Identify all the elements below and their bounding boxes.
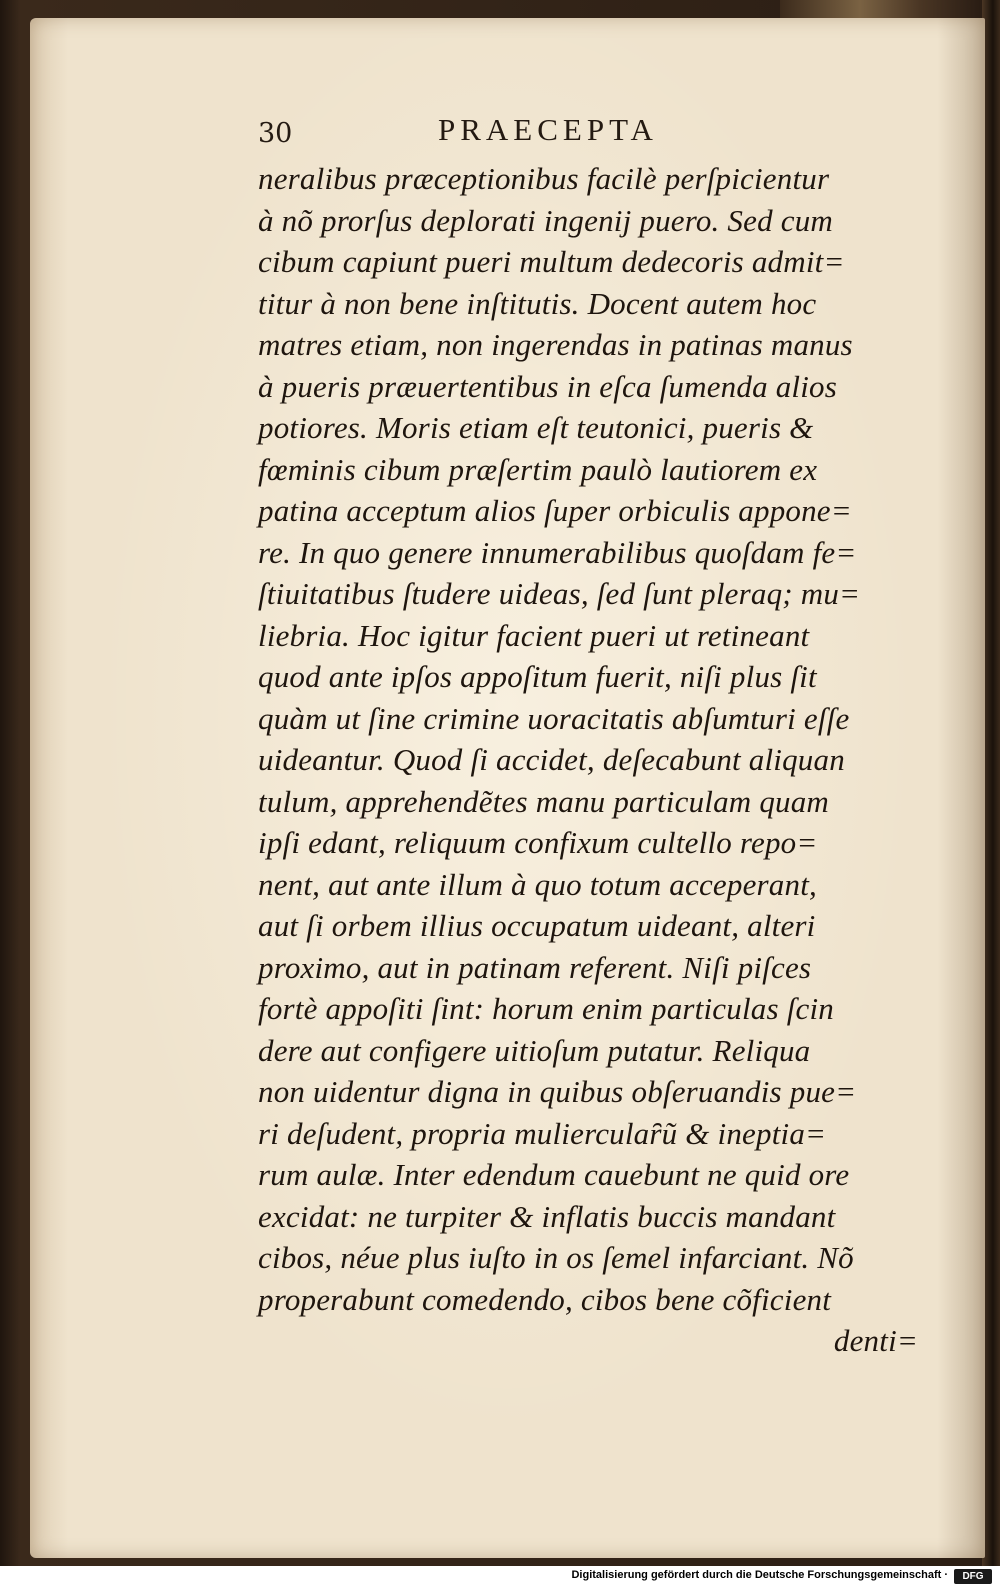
text-line: rum aulæ. Inter edendum cauebunt ne quid ore	[258, 1157, 850, 1192]
footer-bar	[0, 1566, 1000, 1588]
running-head: PRAECEPTA	[438, 112, 658, 147]
text-line: quàm ut ſine crimine uoracitatis abſumturi eſſe	[258, 700, 850, 736]
text-line: aut ſi orbem illius occupatum uideant, alteri	[258, 908, 816, 943]
text-line: uideantur. Quod ſi accidet, deſecabunt aliquan	[258, 742, 845, 777]
text-line: properabunt comedendo, cibos bene cõficient	[258, 1281, 832, 1317]
text-line: non uidentur digna in quibus obſeruandis pue=	[258, 1074, 857, 1109]
text-line: matres etiam, non ingerendas in patinas manus	[258, 327, 853, 362]
text-line: neralibus præceptionibus facilè perſpicientur	[258, 161, 830, 196]
text-line: quod ante ipſos appoſitum fuerit, niſi plus ſit	[258, 659, 817, 694]
text-line: titur à non bene inſtitutis. Docent autem hoc	[258, 285, 817, 321]
page-number: 30	[258, 118, 293, 149]
text-line: re. In quo genere innumerabilibus quoſdam fe=	[258, 534, 857, 570]
text-line: liebria. Hoc igitur facient pueri ut retineant	[258, 617, 810, 653]
text-line: patina acceptum alios ſuper orbiculis appone=	[258, 493, 852, 528]
text-line: ſtiuitatibus ſtudere uideas, ſed ſunt pleraq; mu=	[258, 576, 861, 611]
text-line: proximo, aut in patinam referent. Niſi piſces	[258, 949, 812, 985]
text-line: à pueris præuertentibus in eſca ſumenda alios	[258, 368, 838, 404]
body-text	[258, 158, 918, 1362]
footer-credit: Digitalisierung gefördert durch die Deutsche Forschungsgemeinschaft ·	[571, 1569, 948, 1581]
text-line: cibum capiunt pueri multum dedecoris admit=	[258, 244, 845, 279]
text-line: ipſi edant, reliquum confixum cultello repo=	[258, 825, 818, 860]
page-header	[258, 112, 898, 152]
text-line: fœminis cibum præſertim paulò lautiorem ex	[258, 451, 818, 487]
text-line: dere aut configere uitioſum putatur. Reliqua	[258, 1032, 811, 1068]
text-line: tulum, apprehendẽtes manu particulam quam	[258, 783, 830, 819]
catchword: denti=	[833, 1323, 918, 1358]
text-line: à nõ prorſus deplorati ingenij puero. Sed cum	[258, 202, 833, 238]
text-line: excidat: ne turpiter & inflatis buccis mandant	[258, 1198, 836, 1234]
text-line: ri deſudent, propria mulierculaȓũ & ineptia=	[258, 1115, 827, 1151]
text-line: cibos, néue plus iuſto in os ſemel infarciant. Nõ	[258, 1240, 854, 1275]
text-line: nent, aut ante illum à quo totum acceperant,	[258, 866, 817, 902]
text-line: fortè appoſiti ſint: horum enim particulas ſcin	[258, 991, 834, 1026]
dfg-logo-icon: DFG	[954, 1569, 992, 1584]
text-line: potiores. Moris etiam eſt teutonici, pueris &	[258, 410, 814, 445]
